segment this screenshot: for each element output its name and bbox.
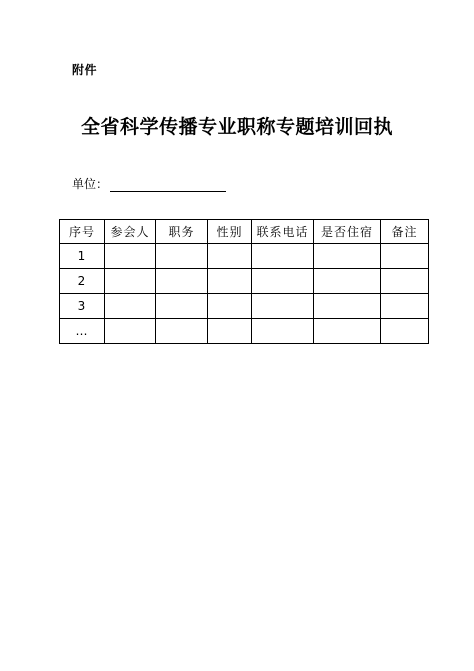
attendee-cell[interactable] (105, 319, 156, 344)
table-header-row (60, 220, 429, 244)
header-gender: 性别 (208, 220, 252, 244)
position-cell[interactable] (156, 319, 208, 344)
phone-cell[interactable] (252, 294, 314, 319)
row-index: 2 (60, 269, 105, 294)
attachment-label: 附件 (72, 63, 98, 77)
unit-field-row (72, 175, 226, 192)
remarks-cell[interactable] (381, 244, 429, 269)
header-phone: 联系电话 (252, 220, 314, 244)
header-index: 序号 (60, 220, 105, 244)
remarks-cell[interactable] (381, 319, 429, 344)
remarks-cell[interactable] (381, 294, 429, 319)
table-row (60, 294, 429, 319)
table-row (60, 319, 429, 344)
lodging-cell[interactable] (314, 269, 381, 294)
position-cell[interactable] (156, 294, 208, 319)
receipt-table (59, 219, 429, 344)
attendee-cell[interactable] (105, 269, 156, 294)
unit-blank-line[interactable] (110, 178, 226, 192)
remarks-cell[interactable] (381, 269, 429, 294)
attendee-cell[interactable] (105, 244, 156, 269)
gender-cell[interactable] (208, 294, 252, 319)
unit-label: 单位： (72, 177, 109, 191)
table-row (60, 244, 429, 269)
header-position: 职务 (156, 220, 208, 244)
header-lodging: 是否住宿 (314, 220, 381, 244)
gender-cell[interactable] (208, 319, 252, 344)
phone-cell[interactable] (252, 244, 314, 269)
lodging-cell[interactable] (314, 244, 381, 269)
header-attendee: 参会人 (105, 220, 156, 244)
row-index: 3 (60, 294, 105, 319)
document-title: 全省科学传播专业职称专题培训回执 (80, 116, 393, 138)
position-cell[interactable] (156, 244, 208, 269)
phone-cell[interactable] (252, 319, 314, 344)
lodging-cell[interactable] (314, 319, 381, 344)
position-cell[interactable] (156, 269, 208, 294)
row-index: … (60, 319, 105, 344)
header-remarks: 备注 (381, 220, 429, 244)
phone-cell[interactable] (252, 269, 314, 294)
lodging-cell[interactable] (314, 294, 381, 319)
gender-cell[interactable] (208, 244, 252, 269)
row-index: 1 (60, 244, 105, 269)
attendee-cell[interactable] (105, 294, 156, 319)
table-row (60, 269, 429, 294)
gender-cell[interactable] (208, 269, 252, 294)
